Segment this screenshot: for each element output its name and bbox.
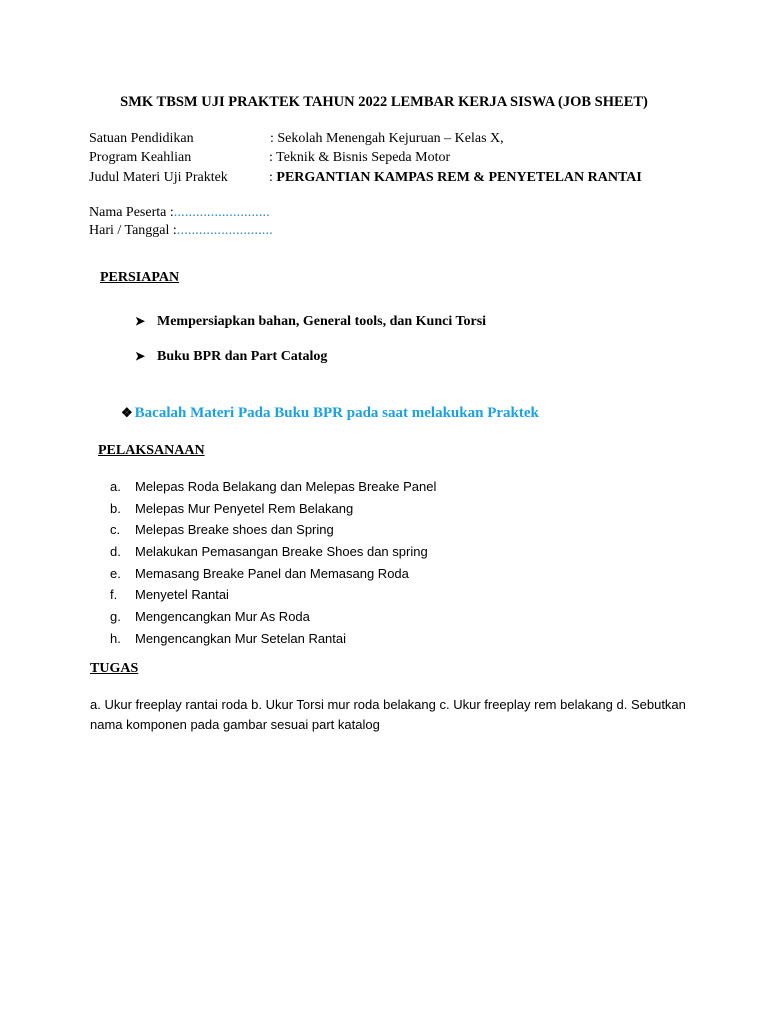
step-text: Melepas Roda Belakang dan Melepas Breake Panel (135, 479, 437, 494)
tugas-text: a. Ukur freeplay rantai roda b. Ukur Torsi mur roda belakang c. Ukur freeplay rem belakang d. Sebutkan nama komponen pada gambar sesuai part katalog (90, 697, 686, 732)
list-item (110, 584, 436, 606)
step-letter: g. (110, 609, 121, 625)
step-letter: a. (110, 479, 121, 494)
persiapan-item-text: Buku BPR dan Part Catalog (157, 349, 328, 364)
reading-note-text: Bacalah Materi Pada Buku BPR pada saat melakukan Praktek (134, 405, 539, 421)
field-nama-peserta-dots: .......................... (173, 205, 270, 220)
tugas-heading: TUGAS (90, 661, 139, 676)
step-letter: h. (110, 630, 121, 646)
step-text: Memasang Breake Panel dan Memasang Roda (135, 565, 409, 581)
info-value-colon: : (269, 170, 277, 185)
arrowhead-bullet-icon: ➤ (135, 314, 146, 328)
step-text: Melepas Breake shoes dan Spring (135, 522, 334, 538)
list-item (110, 519, 436, 541)
step-text: Melepas Mur Penyetel Rem Belakang (135, 500, 354, 516)
document-title: SMK TBSM UJI PRAKTEK TAHUN 2022 LEMBAR KERJA SISWA (JOB SHEET) (120, 94, 648, 110)
field-nama-peserta[interactable] (89, 205, 270, 221)
list-item (110, 498, 436, 520)
list-item (110, 476, 436, 498)
field-hari-tanggal-label: Hari / Tanggal : (89, 223, 177, 238)
info-value-judul-materi-title: PERGANTIAN KAMPAS REM & PENYETELAN RANTAI (276, 170, 642, 185)
pelaksanaan-heading: PELAKSANAAN (98, 443, 205, 458)
info-label-judul-materi: Judul Materi Uji Praktek (89, 170, 228, 185)
list-item (110, 606, 436, 628)
reading-note (121, 405, 539, 422)
info-value-satuan-pendidikan: : Sekolah Menengah Kejuruan – Kelas X, (270, 131, 504, 146)
info-label-satuan-pendidikan: Satuan Pendidikan (89, 131, 194, 146)
step-letter: b. (110, 500, 121, 516)
diamond-bullet-icon: ❖ (121, 405, 133, 420)
persiapan-item (135, 314, 486, 330)
field-nama-peserta-label: Nama Peserta : (89, 205, 174, 220)
step-text: Melakukan Pemasangan Breake Shoes dan spring (135, 544, 428, 560)
info-value-program-keahlian: : Teknik & Bisnis Sepeda Motor (269, 150, 451, 165)
step-letter: d. (110, 544, 121, 560)
step-letter: e. (110, 565, 121, 581)
list-item (110, 541, 436, 563)
step-text: Mengencangkan Mur As Roda (135, 609, 310, 625)
field-hari-tanggal[interactable] (89, 223, 273, 239)
list-item (110, 628, 436, 650)
list-item (110, 563, 436, 585)
persiapan-heading: PERSIAPAN (100, 270, 180, 285)
info-label-program-keahlian: Program Keahlian (89, 150, 192, 165)
field-hari-tanggal-dots: .......................... (176, 223, 273, 238)
persiapan-item (135, 349, 327, 365)
pelaksanaan-steps-list (110, 476, 436, 650)
step-letter: c. (110, 522, 121, 538)
arrowhead-bullet-icon: ➤ (135, 349, 146, 363)
info-value-judul-materi (269, 170, 642, 186)
persiapan-item-text: Mempersiapkan bahan, General tools, dan Kunci Torsi (157, 314, 487, 329)
step-text: Menyetel Rantai (135, 587, 229, 603)
step-letter: f. (110, 587, 118, 603)
step-text: Mengencangkan Mur Setelan Rantai (135, 630, 347, 646)
